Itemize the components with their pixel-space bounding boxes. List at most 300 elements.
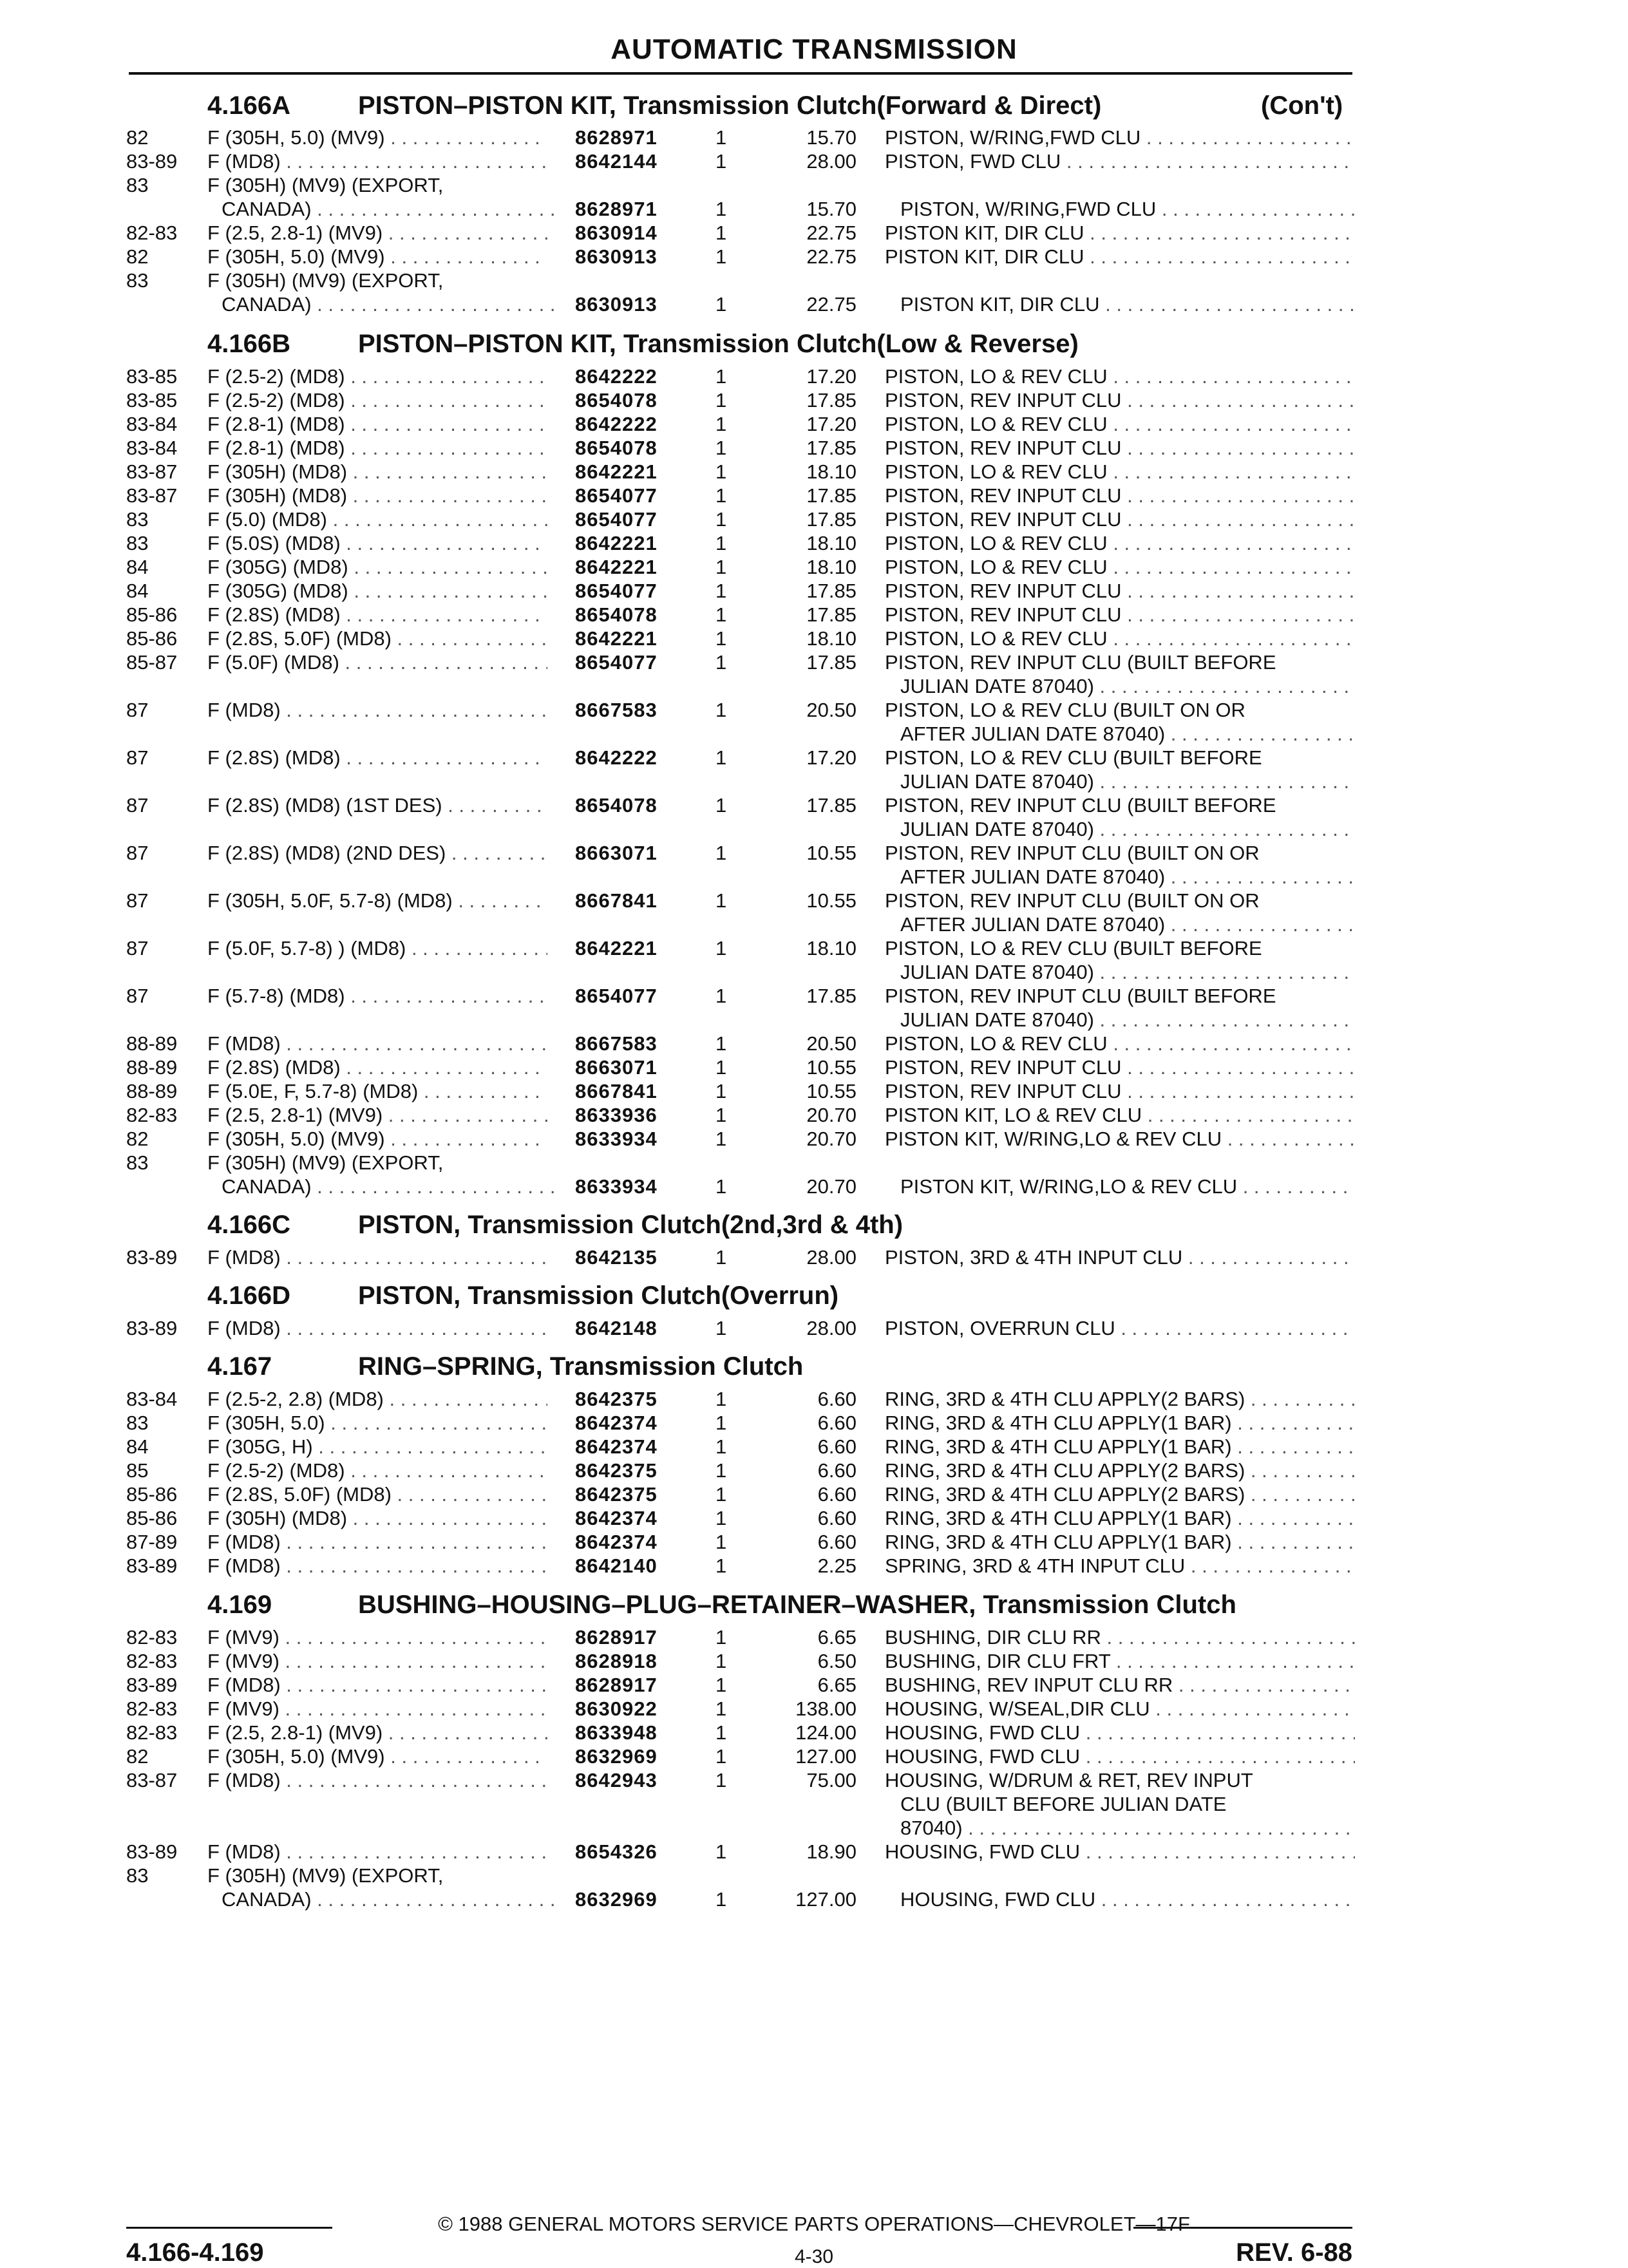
part-number: 8654078 (575, 794, 658, 817)
part-row (0, 245, 1628, 269)
part-number: 8633934 (575, 1175, 658, 1198)
part-row (0, 1459, 1628, 1483)
part-name: PISTON KIT, LO & REV CLU . . . (885, 1104, 1355, 1127)
part-row (0, 985, 1628, 1008)
part-number: 8642222 (575, 413, 658, 435)
application-description: F (2.5-2) (MD8) . . . (207, 365, 547, 388)
section-number: 4.169 (207, 1591, 272, 1619)
part-number: 8633948 (575, 1721, 658, 1744)
quantity: 1 (715, 603, 727, 626)
price: 22.75 (806, 222, 857, 244)
part-name: RING, 3RD & 4TH CLU APPLY(1 BAR) . . . (885, 1412, 1355, 1435)
model-years: 87 (126, 794, 149, 817)
application-description: F (305H, 5.0) (MV9) . . . (207, 245, 547, 269)
model-years: 82-83 (126, 1104, 178, 1126)
application-description: F (305H) (MD8) . . . (207, 484, 547, 507)
quantity: 1 (715, 1246, 727, 1269)
quantity: 1 (715, 460, 727, 483)
part-row (0, 365, 1628, 389)
part-number: 8628918 (575, 1650, 658, 1672)
part-number: 8642221 (575, 627, 658, 650)
quantity: 1 (715, 1175, 727, 1198)
price: 28.00 (806, 1317, 857, 1339)
part-name: BUSHING, DIR CLU RR . . . (885, 1626, 1355, 1649)
part-row (0, 1626, 1628, 1650)
part-row-continuation (0, 1817, 1628, 1840)
part-number: 8654077 (575, 985, 658, 1007)
quantity: 1 (715, 580, 727, 602)
quantity: 1 (715, 651, 727, 674)
quantity: 1 (715, 389, 727, 411)
part-row (0, 437, 1628, 460)
part-name: PISTON, REV INPUT CLU . . . (885, 580, 1355, 603)
quantity: 1 (715, 1056, 727, 1079)
part-row-continuation (0, 770, 1628, 794)
part-number: 8642374 (575, 1435, 658, 1458)
section-heading (0, 1591, 1628, 1621)
part-row (0, 937, 1628, 961)
part-name: HOUSING, FWD CLU . . . (885, 1840, 1355, 1864)
quantity: 1 (715, 1388, 727, 1410)
part-name: PISTON, LO & REV CLU . . . (885, 627, 1355, 650)
model-years: 83-89 (126, 1840, 178, 1863)
quantity: 1 (715, 413, 727, 435)
part-row (0, 1697, 1628, 1721)
part-number: 8630922 (575, 1697, 658, 1720)
application-description: F (2.5, 2.8-1) (MV9) . . . (207, 1104, 547, 1127)
quantity: 1 (715, 1840, 727, 1863)
part-name: 87040) . . . (900, 1817, 1355, 1840)
application-description: F (MD8) . . . (207, 1769, 547, 1792)
quantity: 1 (715, 1317, 727, 1339)
model-years: 87-89 (126, 1531, 178, 1553)
application-description: F (5.0F, 5.7-8) ) (MD8) . . . (207, 937, 547, 960)
footer-copyright: © 1988 GENERAL MOTORS SERVICE PARTS OPERATIONS—CHEVROLET—17F (438, 2213, 1190, 2235)
price: 127.00 (795, 1745, 857, 1768)
part-number: 8642375 (575, 1483, 658, 1506)
part-number: 8632969 (575, 1745, 658, 1768)
part-name: RING, 3RD & 4TH CLU APPLY(1 BAR) . . . (885, 1507, 1355, 1530)
part-name: PISTON, LO & REV CLU (BUILT BEFORE (885, 746, 1262, 769)
part-name: PISTON, REV INPUT CLU . . . (885, 603, 1355, 627)
part-number: 8667841 (575, 1080, 658, 1102)
application-description: F (MD8) . . . (207, 1032, 547, 1055)
part-name: PISTON, REV INPUT CLU . . . (885, 1080, 1355, 1103)
price: 18.10 (806, 556, 857, 578)
part-number: 8642222 (575, 365, 658, 388)
quantity: 1 (715, 1412, 727, 1434)
part-number: 8642135 (575, 1246, 658, 1269)
part-row (0, 1840, 1628, 1864)
part-row (0, 1080, 1628, 1104)
part-name: BUSHING, REV INPUT CLU RR . . . (885, 1674, 1355, 1697)
model-years: 85-86 (126, 1483, 178, 1506)
page-title: AUTOMATIC TRANSMISSION (610, 33, 1018, 65)
model-years: 82-83 (126, 222, 178, 244)
application-description: CANADA) . . . (222, 1175, 562, 1198)
model-years: 84 (126, 1435, 149, 1458)
part-name: PISTON, REV INPUT CLU . . . (885, 389, 1355, 412)
part-number: 8630913 (575, 245, 658, 268)
application-description: F (5.7-8) (MD8) . . . (207, 985, 547, 1008)
part-row (0, 1555, 1628, 1578)
part-row (0, 413, 1628, 437)
part-row (0, 1388, 1628, 1412)
application-description: F (305H) (MV9) (EXPORT, (207, 269, 444, 292)
part-row-continuation (0, 961, 1628, 985)
model-years: 87 (126, 746, 149, 769)
part-number: 8654078 (575, 437, 658, 459)
part-name: JULIAN DATE 87040) . . . (900, 818, 1355, 841)
part-row-continuation (0, 198, 1628, 222)
part-number: 8642221 (575, 460, 658, 483)
application-description: F (2.8S) (MD8) (1ST DES) . . . (207, 794, 547, 817)
model-years: 88-89 (126, 1032, 178, 1055)
application-description: F (2.8S) (MD8) . . . (207, 1056, 547, 1079)
section-number: 4.167 (207, 1352, 272, 1381)
part-row (0, 508, 1628, 532)
part-name: HOUSING, FWD CLU . . . (900, 1888, 1355, 1911)
part-row (0, 1864, 1628, 1888)
quantity: 1 (715, 126, 727, 149)
section-title: PISTON–PISTON KIT, Transmission Clutch(Low & Reverse) (358, 330, 1079, 358)
model-years: 83 (126, 269, 149, 292)
price: 17.85 (806, 437, 857, 459)
part-number: 8642943 (575, 1769, 658, 1791)
model-years: 85-86 (126, 1507, 178, 1529)
section-number: 4.166B (207, 330, 290, 358)
part-name: RING, 3RD & 4TH CLU APPLY(2 BARS) . . . (885, 1388, 1355, 1411)
model-years: 87 (126, 985, 149, 1007)
model-years: 87 (126, 937, 149, 959)
part-name: BUSHING, DIR CLU FRT . . . (885, 1650, 1355, 1673)
quantity: 1 (715, 245, 727, 268)
part-number: 8630913 (575, 293, 658, 316)
part-name: JULIAN DATE 87040) . . . (900, 675, 1355, 698)
model-years: 85-86 (126, 627, 178, 650)
price: 17.85 (806, 389, 857, 411)
part-name: HOUSING, FWD CLU . . . (885, 1721, 1355, 1744)
part-name: AFTER JULIAN DATE 87040) . . . (900, 723, 1355, 746)
price: 28.00 (806, 1246, 857, 1269)
quantity: 1 (715, 746, 727, 769)
section-heading (0, 1352, 1628, 1383)
part-row (0, 174, 1628, 198)
part-name: JULIAN DATE 87040) . . . (900, 770, 1355, 793)
part-row (0, 1151, 1628, 1175)
price: 6.50 (817, 1650, 857, 1672)
part-row (0, 126, 1628, 150)
section-number: 4.166A (207, 91, 290, 120)
part-row (0, 389, 1628, 413)
quantity: 1 (715, 1888, 727, 1911)
part-name: PISTON, REV INPUT CLU . . . (885, 437, 1355, 460)
model-years: 83 (126, 508, 149, 531)
part-name: PISTON KIT, DIR CLU . . . (885, 245, 1355, 269)
part-row (0, 1317, 1628, 1341)
price: 10.55 (806, 1056, 857, 1079)
part-number: 8633936 (575, 1104, 658, 1126)
part-row (0, 842, 1628, 865)
model-years: 83-87 (126, 484, 178, 507)
part-name: CLU (BUILT BEFORE JULIAN DATE (900, 1793, 1227, 1815)
price: 20.50 (806, 1032, 857, 1055)
application-description: F (2.8S, 5.0F) (MD8) . . . (207, 1483, 547, 1506)
part-name: PISTON KIT, DIR CLU . . . (885, 222, 1355, 245)
part-row (0, 627, 1628, 651)
application-description: CANADA) . . . (222, 1888, 562, 1911)
part-name: PISTON, REV INPUT CLU . . . (885, 508, 1355, 531)
price: 15.70 (806, 198, 857, 220)
price: 6.60 (817, 1412, 857, 1434)
model-years: 87 (126, 842, 149, 864)
part-number: 8628917 (575, 1626, 658, 1649)
part-row (0, 889, 1628, 913)
part-number: 8667841 (575, 889, 658, 912)
part-name: AFTER JULIAN DATE 87040) . . . (900, 865, 1355, 889)
part-number: 8654077 (575, 651, 658, 674)
part-number: 8642221 (575, 937, 658, 959)
part-row (0, 603, 1628, 627)
model-years: 83-84 (126, 1388, 178, 1410)
application-description: F (MD8) . . . (207, 1674, 547, 1697)
part-number: 8642144 (575, 150, 658, 173)
part-number: 8642374 (575, 1412, 658, 1434)
section-title: RING–SPRING, Transmission Clutch (358, 1352, 804, 1381)
part-row (0, 1412, 1628, 1435)
part-name: PISTON, LO & REV CLU . . . (885, 413, 1355, 436)
part-number: 8628971 (575, 126, 658, 149)
application-description: F (MD8) . . . (207, 1840, 547, 1864)
application-description: F (5.0) (MD8) . . . (207, 508, 547, 531)
section-title: BUSHING–HOUSING–PLUG–RETAINER–WASHER, Transmission Clutch (358, 1591, 1236, 1619)
part-name: AFTER JULIAN DATE 87040) . . . (900, 913, 1355, 936)
model-years: 83-89 (126, 1674, 178, 1696)
part-number: 8663071 (575, 842, 658, 864)
quantity: 1 (715, 794, 727, 817)
price: 138.00 (795, 1697, 857, 1720)
section-heading (0, 1211, 1628, 1242)
part-row-continuation (0, 1008, 1628, 1032)
part-row (0, 699, 1628, 723)
part-number: 8654077 (575, 484, 658, 507)
quantity: 1 (715, 1745, 727, 1768)
model-years: 84 (126, 556, 149, 578)
part-row (0, 484, 1628, 508)
part-row (0, 1246, 1628, 1270)
application-description: F (2.8S) (MD8) (2ND DES) . . . (207, 842, 547, 865)
model-years: 83-89 (126, 1555, 178, 1577)
quantity: 1 (715, 437, 727, 459)
price: 10.55 (806, 842, 857, 864)
model-years: 83-89 (126, 1246, 178, 1269)
part-row (0, 222, 1628, 245)
price: 2.25 (817, 1555, 857, 1577)
part-name: PISTON, OVERRUN CLU . . . (885, 1317, 1355, 1340)
price: 6.60 (817, 1388, 857, 1410)
application-description: F (5.0S) (MD8) . . . (207, 532, 547, 555)
quantity: 1 (715, 1032, 727, 1055)
model-years: 82-83 (126, 1650, 178, 1672)
model-years: 82-83 (126, 1626, 178, 1649)
price: 17.85 (806, 794, 857, 817)
quantity: 1 (715, 1104, 727, 1126)
model-years: 83 (126, 1151, 149, 1174)
application-description: F (305H, 5.0) (MV9) . . . (207, 126, 547, 149)
application-description: F (MD8) . . . (207, 1246, 547, 1269)
quantity: 1 (715, 150, 727, 173)
part-number: 8630914 (575, 222, 658, 244)
part-number: 8654078 (575, 389, 658, 411)
quantity: 1 (715, 889, 727, 912)
part-number: 8642221 (575, 556, 658, 578)
quantity: 1 (715, 222, 727, 244)
application-description: F (2.8S) (MD8) . . . (207, 746, 547, 770)
part-row (0, 1128, 1628, 1151)
part-name: PISTON, LO & REV CLU . . . (885, 532, 1355, 555)
part-row (0, 651, 1628, 675)
price: 22.75 (806, 293, 857, 316)
part-name: PISTON, LO & REV CLU (BUILT BEFORE (885, 937, 1262, 959)
application-description: F (5.0F) (MD8) . . . (207, 651, 547, 674)
part-row (0, 1769, 1628, 1793)
part-row (0, 1721, 1628, 1745)
quantity: 1 (715, 1650, 727, 1672)
quantity: 1 (715, 1626, 727, 1649)
quantity: 1 (715, 627, 727, 650)
part-name: PISTON, REV INPUT CLU (BUILT BEFORE (885, 794, 1276, 817)
model-years: 83-87 (126, 1769, 178, 1791)
part-row (0, 150, 1628, 174)
price: 75.00 (806, 1769, 857, 1791)
quantity: 1 (715, 1128, 727, 1150)
quantity: 1 (715, 293, 727, 316)
application-description: F (2.8S) (MD8) . . . (207, 603, 547, 627)
price: 10.55 (806, 1080, 857, 1102)
quantity: 1 (715, 556, 727, 578)
price: 28.00 (806, 150, 857, 173)
footer-section-range: 4.166-4.169 (126, 2238, 264, 2267)
part-number: 8633934 (575, 1128, 658, 1150)
model-years: 83 (126, 1412, 149, 1434)
part-row-continuation (0, 1888, 1628, 1912)
price: 6.65 (817, 1674, 857, 1696)
part-number: 8628917 (575, 1674, 658, 1696)
part-row (0, 1507, 1628, 1531)
part-row (0, 1483, 1628, 1507)
application-description: F (MD8) . . . (207, 1555, 547, 1578)
part-name: RING, 3RD & 4TH CLU APPLY(2 BARS) . . . (885, 1483, 1355, 1506)
part-name: PISTON, REV INPUT CLU . . . (885, 1056, 1355, 1079)
part-number: 8628971 (575, 198, 658, 220)
part-number: 8663071 (575, 1056, 658, 1079)
quantity: 1 (715, 1507, 727, 1529)
part-name: JULIAN DATE 87040) . . . (900, 1008, 1355, 1032)
price: 17.20 (806, 746, 857, 769)
part-number: 8642374 (575, 1507, 658, 1529)
part-name: HOUSING, W/DRUM & RET, REV INPUT (885, 1769, 1253, 1791)
application-description: F (MD8) . . . (207, 1317, 547, 1340)
model-years: 83-89 (126, 150, 178, 173)
part-name: PISTON, W/RING,FWD CLU . . . (900, 198, 1355, 221)
part-name: PISTON KIT, W/RING,LO & REV CLU . . . (900, 1175, 1355, 1198)
model-years: 83 (126, 1864, 149, 1887)
part-row (0, 746, 1628, 770)
part-row (0, 1745, 1628, 1769)
price: 124.00 (795, 1721, 857, 1744)
quantity: 1 (715, 532, 727, 554)
price: 18.10 (806, 627, 857, 650)
price: 20.50 (806, 699, 857, 721)
quantity: 1 (715, 1080, 727, 1102)
model-years: 82 (126, 1128, 149, 1150)
part-row-continuation (0, 818, 1628, 842)
price: 18.10 (806, 460, 857, 483)
quantity: 1 (715, 508, 727, 531)
application-description: F (2.8S, 5.0F) (MD8) . . . (207, 627, 547, 650)
footer-revision: REV. 6-88 (1236, 2238, 1352, 2267)
application-description: F (305H) (MV9) (EXPORT, (207, 1151, 444, 1174)
part-name: PISTON, REV INPUT CLU . . . (885, 484, 1355, 507)
header-rule (129, 72, 1352, 75)
application-description: F (2.5-2, 2.8) (MD8) . . . (207, 1388, 547, 1411)
application-description: F (305G) (MD8) . . . (207, 556, 547, 579)
application-description: F (MV9) . . . (207, 1626, 547, 1649)
price: 6.60 (817, 1507, 857, 1529)
application-description: F (305H, 5.0F, 5.7-8) (MD8) . . . (207, 889, 547, 912)
part-row (0, 1056, 1628, 1080)
part-row (0, 1032, 1628, 1056)
part-name: PISTON, LO & REV CLU (BUILT ON OR (885, 699, 1245, 721)
price: 17.20 (806, 413, 857, 435)
application-description: F (305H) (MD8) . . . (207, 460, 547, 484)
part-number: 8642222 (575, 746, 658, 769)
part-row-continuation (0, 1793, 1628, 1817)
price: 18.10 (806, 937, 857, 959)
part-number: 8642375 (575, 1388, 658, 1410)
quantity: 1 (715, 1531, 727, 1553)
model-years: 83-84 (126, 413, 178, 435)
part-name: PISTON, 3RD & 4TH INPUT CLU . . . (885, 1246, 1355, 1269)
price: 17.85 (806, 508, 857, 531)
section-title: PISTON–PISTON KIT, Transmission Clutch(Forward & Direct) (358, 91, 1102, 120)
part-number: 8654077 (575, 580, 658, 602)
section-heading (0, 330, 1628, 361)
part-row-continuation (0, 913, 1628, 937)
application-description: CANADA) . . . (222, 293, 562, 316)
application-description: F (305G) (MD8) . . . (207, 580, 547, 603)
part-row-continuation (0, 1175, 1628, 1199)
price: 17.85 (806, 651, 857, 674)
price: 17.85 (806, 484, 857, 507)
part-name: HOUSING, FWD CLU . . . (885, 1745, 1355, 1768)
application-description: F (305H) (MD8) . . . (207, 1507, 547, 1530)
application-description: F (5.0E, F, 5.7-8) (MD8) . . . (207, 1080, 547, 1103)
price: 17.85 (806, 580, 857, 602)
model-years: 82 (126, 126, 149, 149)
price: 6.65 (817, 1626, 857, 1649)
price: 18.10 (806, 532, 857, 554)
application-description: F (MV9) . . . (207, 1697, 547, 1721)
part-name: PISTON, LO & REV CLU . . . (885, 365, 1355, 388)
part-name: PISTON, LO & REV CLU . . . (885, 460, 1355, 484)
section-title: PISTON, Transmission Clutch(Overrun) (358, 1281, 839, 1310)
part-name: PISTON, W/RING,FWD CLU . . . (885, 126, 1355, 149)
part-name: PISTON, REV INPUT CLU (BUILT BEFORE (885, 985, 1276, 1007)
quantity: 1 (715, 1674, 727, 1696)
model-years: 83-85 (126, 389, 178, 411)
model-years: 83-85 (126, 365, 178, 388)
